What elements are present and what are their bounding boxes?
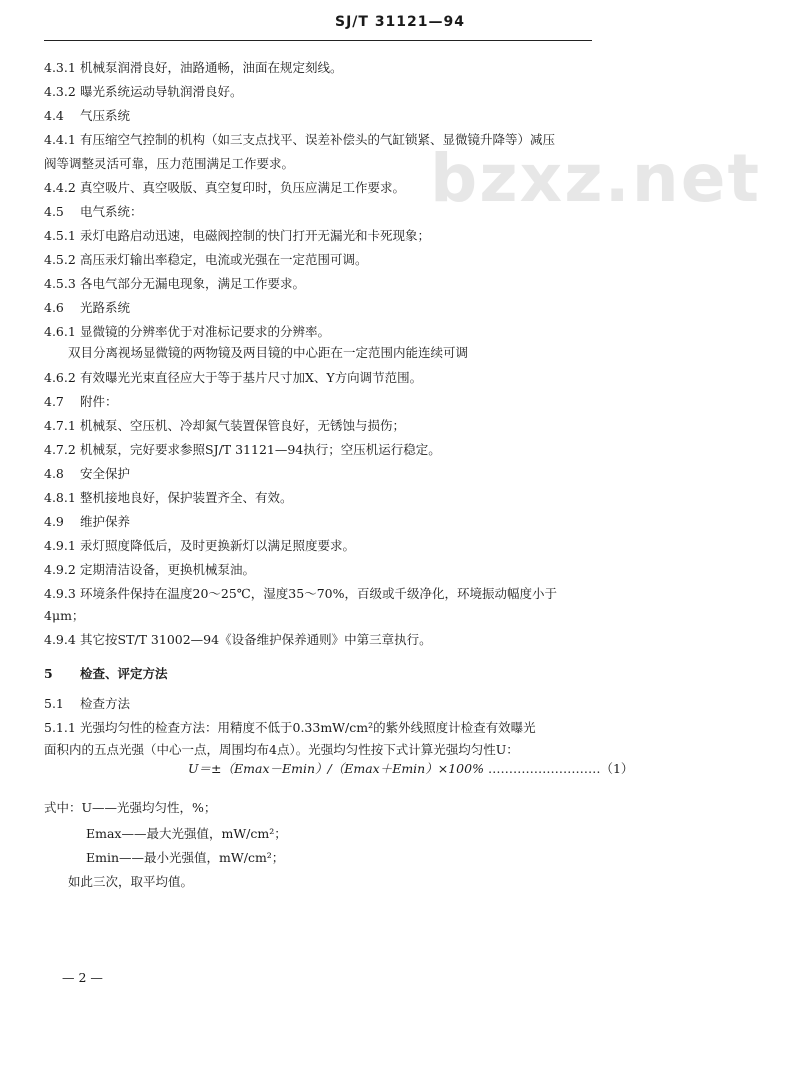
clause-4-3-1: 4.3.1 机械泵润滑良好，油路通畅，油面在规定刻线。 bbox=[44, 60, 343, 75]
section-4-6: 4.6 光路系统 bbox=[44, 300, 131, 315]
clause-4-5-2: 4.5.2 高压汞灯输出率稳定，电流或光强在一定范围可调。 bbox=[44, 252, 368, 267]
clause-4-9-1: 4.9.1 汞灯照度降低后，及时更换新灯以满足照度要求。 bbox=[44, 538, 356, 553]
clause-4-6-1-cont: 双目分离视场显微镜的两物镜及两目镜的中心距在一定范围内能连续可调 bbox=[68, 345, 469, 360]
clause-4-6-1: 4.6.1 显微镜的分辨率优于对准标记要求的分辨率。 bbox=[44, 324, 331, 339]
watermark: bzxz.net bbox=[430, 140, 762, 217]
clause-4-4-1-cont: 阀等调整灵活可靠，压力范围满足工作要求。 bbox=[44, 156, 295, 171]
section-4-7: 4.7 附件： bbox=[44, 394, 118, 409]
formula-emax: Emax——最大光强值，mW/cm²； bbox=[86, 826, 287, 841]
clause-4-9-2: 4.9.2 定期清洁设备，更换机械泵油。 bbox=[44, 562, 256, 577]
clause-4-4-1: 4.4.1 有压缩空气控制的机构（如三支点找平、误差补偿头的气缸锁紧、显微镜升降等）减压 bbox=[44, 132, 556, 147]
uniformity-formula: U＝±（Emax－Emin）/（Emax＋Emin）×100% ………………………（1） bbox=[188, 761, 634, 776]
section-4-9: 4.9 维护保养 bbox=[44, 514, 131, 529]
formula-number: ………………………（1） bbox=[487, 761, 634, 776]
section-5-1: 5.1 检查方法 bbox=[44, 696, 131, 711]
clause-5-1-1: 5.1.1 光强均匀性的检查方法：用精度不低于0.33mW/cm²的紫外线照度计检查有效曝光 bbox=[44, 720, 536, 735]
clause-4-3-2: 4.3.2 曝光系统运动导轨润滑良好。 bbox=[44, 84, 243, 99]
clause-4-9-4: 4.9.4 其它按ST/T 31002—94《设备维护保养通则》中第三章执行。 bbox=[44, 632, 432, 647]
section-4-5: 4.5 电气系统： bbox=[44, 204, 143, 219]
clause-4-6-2: 4.6.2 有效曝光光束直径应大于等于基片尺寸加X、Y方向调节范围。 bbox=[44, 370, 423, 385]
section-5-heading: 5 检查、评定方法 bbox=[44, 666, 168, 681]
clause-5-1-1-cont: 面积内的五点光强（中心一点，周围均布4点）。光强均匀性按下式计算光强均匀性U： bbox=[44, 742, 519, 757]
clause-4-5-1: 4.5.1 汞灯电路启动迅速，电磁阀控制的快门打开无漏光和卡死现象； bbox=[44, 228, 431, 243]
page-number: — 2 — bbox=[62, 970, 103, 985]
section-4-4: 4.4 气压系统 bbox=[44, 108, 131, 123]
clause-4-8-1: 4.8.1 整机接地良好，保护装置齐全、有效。 bbox=[44, 490, 293, 505]
formula-where: 式中：U——光强均匀性，%； bbox=[44, 800, 217, 815]
clause-4-9-3: 4.9.3 环境条件保持在温度20～25℃，湿度35～70%，百级或千级净化，环境振动幅度小于 bbox=[44, 586, 557, 601]
clause-4-7-1: 4.7.1 机械泵、空压机、冷却氮气装置保管良好，无锈蚀与损伤； bbox=[44, 418, 406, 433]
section-4-8: 4.8 安全保护 bbox=[44, 466, 131, 481]
header-rule bbox=[44, 40, 592, 41]
formula-average-note: 如此三次，取平均值。 bbox=[68, 874, 194, 889]
clause-4-7-2: 4.7.2 机械泵，完好要求参照SJ/T 31121—94执行；空压机运行稳定。 bbox=[44, 442, 441, 457]
formula-emin: Emin——最小光强值，mW/cm²； bbox=[86, 850, 285, 865]
document-code-header: SJ/T 31121—94 bbox=[334, 14, 466, 30]
clause-4-5-3: 4.5.3 各电气部分无漏电现象，满足工作要求。 bbox=[44, 276, 306, 291]
clause-4-4-2: 4.4.2 真空吸片、真空吸版、真空复印时，负压应满足工作要求。 bbox=[44, 180, 406, 195]
clause-4-9-3-cont: 4μm； bbox=[44, 608, 85, 623]
